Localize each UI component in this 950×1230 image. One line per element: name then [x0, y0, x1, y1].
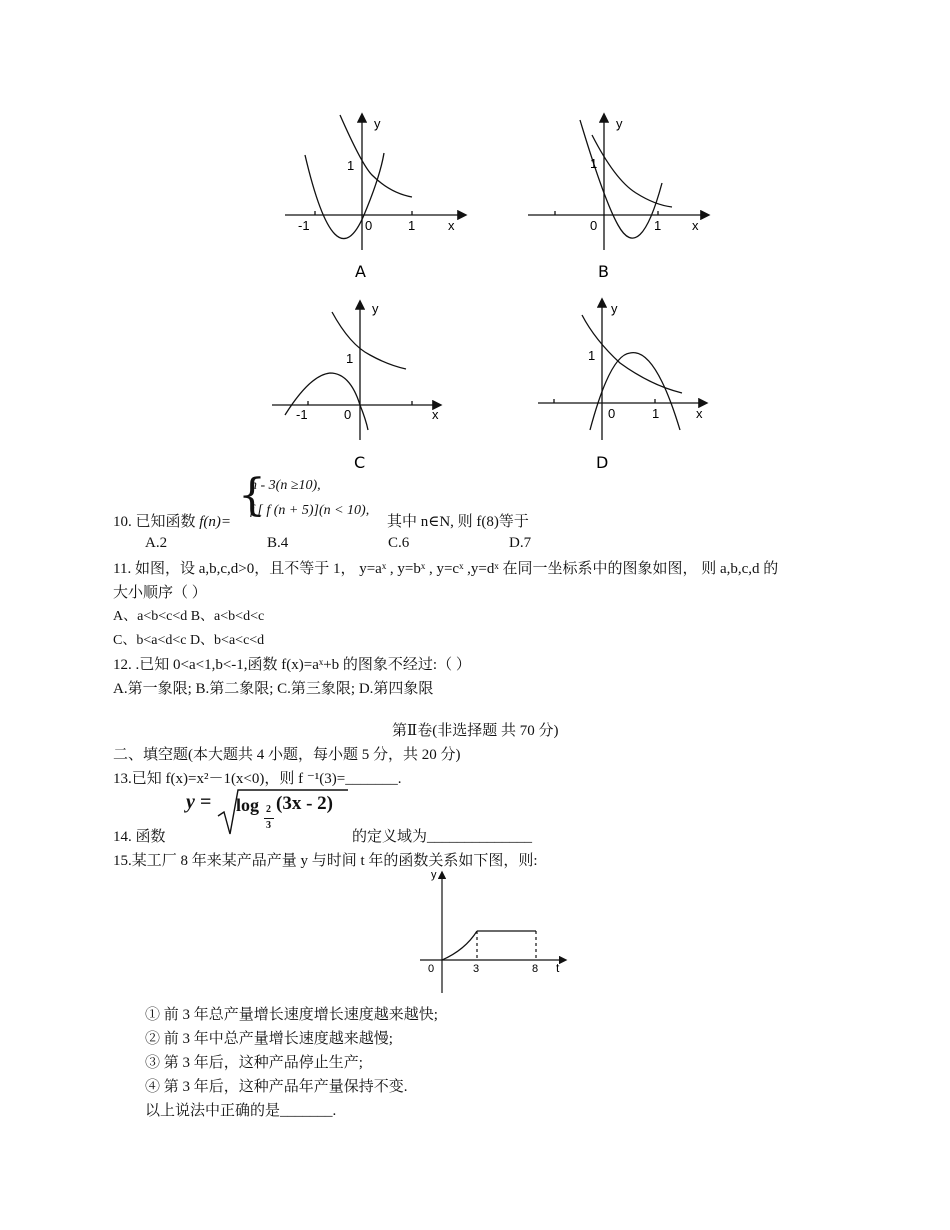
q10-option-c: C.6	[388, 535, 410, 551]
graph-a-x-label: x	[448, 218, 455, 233]
q12-line2: A.第一象限; B.第二象限; C.第三象限; D.第四象限	[113, 681, 434, 697]
q11-line1: 11. 如图，设 a,b,c,d>0，且不等于 1， y=aˣ , y=bˣ , y=cˣ ,y=dˣ 在同一坐标系中的图象如图， 则 a,b,c,d 的	[113, 561, 779, 577]
graph-d-y-label: y	[611, 301, 618, 316]
q14-base-den: 3	[266, 820, 271, 831]
q10-func: f(n)=	[199, 514, 232, 530]
graph-d-label: D	[596, 453, 609, 472]
q10-case2: f [ f (n + 5)](n < 10),	[250, 503, 370, 518]
graph-d-x-label: x	[696, 406, 703, 421]
q15-statement-1: ① 前 3 年总产量增长速度增长速度越来越快;	[145, 1007, 438, 1023]
graph-a	[285, 115, 465, 250]
graph-a-tick-1-x: 1	[408, 218, 416, 233]
graph-b-tick-0: 0	[590, 218, 598, 233]
section2-title: 第Ⅱ卷(非选择题 共 70 分)	[392, 723, 559, 739]
graph-c-x-label: x	[432, 407, 439, 422]
graph-c-tick-neg1: -1	[296, 407, 308, 422]
q15-curve-first-3-years	[442, 931, 477, 960]
graph-c-y-label: y	[372, 301, 379, 316]
q15-statement-4: ④ 第 3 年后，这种产品年产量保持不变.	[145, 1079, 408, 1095]
graph-d-tick-1-y: 1	[588, 348, 596, 363]
q15-conclusion: 以上说法中正确的是_______.	[145, 1103, 337, 1119]
q14-formula-log: log	[236, 795, 260, 815]
q14-formula-arg: (3x - 2)	[276, 793, 333, 814]
graph-d	[538, 300, 706, 440]
q11-line2: 大小顺序（ ）	[113, 585, 207, 601]
q10-question	[113, 510, 231, 531]
graph-c-tick-1-y: 1	[346, 351, 354, 366]
graph-b-y-label: y	[616, 116, 623, 131]
graph-d-tick-0: 0	[608, 406, 616, 421]
q14-base-bar	[264, 818, 274, 819]
q14-prefix: 14. 函数	[113, 829, 166, 845]
graph-b-tick-1-x: 1	[654, 218, 662, 233]
q12-line1: 12. .已知 0<a<1,b<-1,函数 f(x)=aˣ+b 的图象不经过:（ ）	[113, 657, 471, 673]
graph-a-tick-1-y: 1	[347, 158, 355, 173]
q15-chart-t-label: t	[556, 961, 560, 975]
q10-suffix: 其中 n∈N, 则 f(8)等于	[387, 514, 529, 530]
q11-options-ab: A、a<b<c<d B、a<b<d<c	[113, 609, 265, 624]
q10-option-d: D.7	[509, 535, 532, 551]
q15-chart-tick-3: 3	[473, 963, 480, 975]
graph-c-label: C	[354, 453, 366, 472]
q15-statement-2: ② 前 3 年中总产量增长速度越来越慢;	[145, 1031, 393, 1047]
q15-statement-3: ③ 第 3 年后，这种产品停止生产;	[145, 1055, 363, 1071]
graph-b-x-label: x	[692, 218, 699, 233]
q15-text: 15.某工厂 8 年来某产品产量 y 与时间 t 年的函数关系如下图，则:	[113, 853, 538, 869]
graph-a-y-label: y	[374, 116, 381, 131]
q15-chart-y-label: y	[431, 869, 437, 881]
q10-case1: n - 3(n ≥10),	[250, 478, 321, 493]
graph-a-tick-neg1: -1	[298, 218, 310, 233]
graph-a-tick-0: 0	[365, 218, 373, 233]
q14-suffix: 的定义域为______________	[352, 829, 533, 845]
graph-d-tick-1-x: 1	[652, 406, 660, 421]
q10-prefix: 10. 已知函数	[113, 514, 200, 530]
graph-b-tick-1-y: 1	[590, 156, 598, 171]
q14-formula-y: y =	[186, 791, 212, 813]
section2-subtitle: 二、填空题(本大题共 4 小题，每小题 5 分，共 20 分)	[113, 747, 461, 763]
q15-chart-tick-8: 8	[532, 963, 539, 975]
graph-c-tick-0: 0	[344, 407, 352, 422]
q15-chart-tick-0: 0	[428, 963, 435, 975]
q10-option-b: B.4	[267, 535, 289, 551]
graph-b	[528, 115, 708, 250]
q15-production-chart	[415, 865, 575, 995]
q11-options-cd: C、b<a<d<c D、b<a<c<d	[113, 633, 265, 648]
function-graphs-figure	[270, 105, 730, 485]
q14-base-num: 2	[266, 804, 271, 815]
q13-text: 13.已知 f(x)=x²－1(x<0)，则 f ⁻¹(3)=_______.	[113, 771, 402, 787]
graph-b-label: B	[598, 262, 609, 281]
graph-a-label: A	[355, 262, 366, 281]
q10-option-a: A.2	[145, 535, 168, 551]
q10-brace: {	[238, 470, 266, 521]
